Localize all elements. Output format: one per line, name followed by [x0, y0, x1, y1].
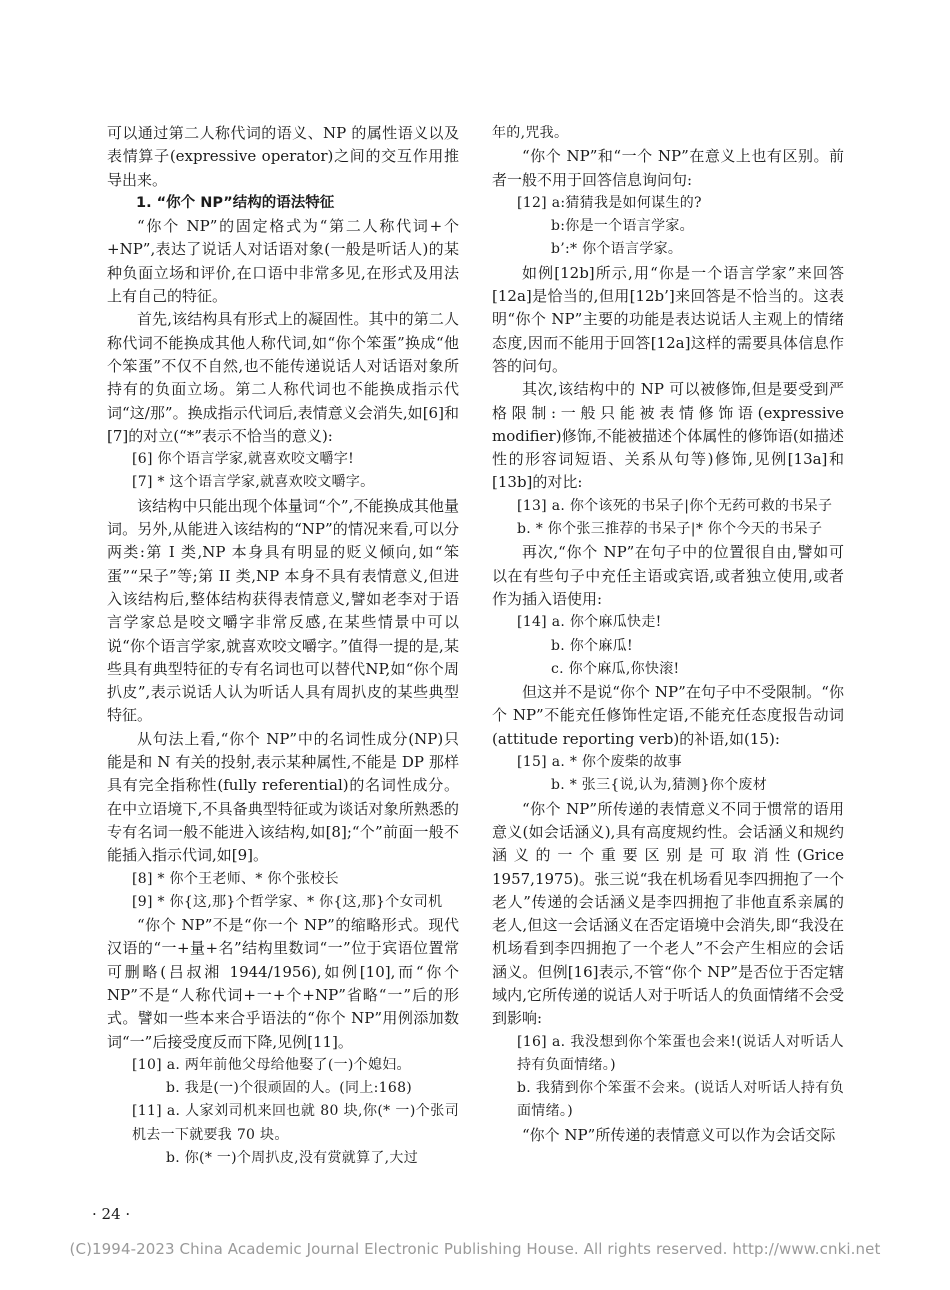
right-paragraph: b:你是一个语言学家。: [551, 218, 694, 235]
left-paragraph: 1. “你个 NP”结构的语法特征: [136, 194, 335, 211]
right-paragraph: 再次,“你个 NP”在句子中的位置很自由,譬如可以在有些句子中充任主语或宾语,或者独立使用,或者作为插入语使用:: [492, 543, 844, 608]
right-paragraph: 年的,咒我。: [492, 125, 569, 141]
left-paragraph: 从句法上看,“你个 NP”中的名词性成分(NP)只能是和 N 有关的投射,表示某种属性,不能是 DP 那样具有完全指称性(fully referential)的名词性成分。在中立语境下,不具备典型特征或为谈话对象所熟悉的专有名词一般不能进入该结构,如[8];“个”前面一般不能插入指示代词,如[9]。: [107, 729, 459, 865]
left-paragraph: “你个 NP”的固定格式为“第二人称代词+个+NP”,表达了说话人对话语对象(一般是听话人)的某种负面立场和评价,在口语中非常多见,在形式及用法上有自己的特征。: [107, 217, 459, 306]
right-paragraph: [15] a. * 你个废柴的故事: [517, 754, 682, 771]
left-column: [107, 122, 459, 1170]
right-paragraph: b. 你个麻瓜!: [551, 637, 633, 654]
left-paragraph: 可以通过第二人称代词的语义、NP 的属性语义以及表情算子(expressive operator)之间的交互作用推导出来。: [107, 124, 459, 189]
left-paragraph: [11] a. 人家刘司机来回也就 80 块,你(* 一)个张司机去一下就要我 70 块。: [132, 1103, 459, 1143]
left-paragraph: [9] * 你{这,那}个哲学家、* 你{这,那}个女司机: [132, 893, 443, 910]
left-paragraph: b. 你(* 一)个周扒皮,没有赏就算了,大过: [166, 1150, 419, 1167]
right-paragraph: [16] a. 我没想到你个笨蛋也会来!(说话人对听话人持有负面情绪。): [517, 1033, 844, 1073]
page-number: · 24 ·: [92, 1205, 131, 1223]
left-paragraph: b. 我是(一)个很顽固的人。(同上:168): [166, 1080, 413, 1097]
right-paragraph: 但这并不是说“你个 NP”在句子中不受限制。“你个 NP”不能充任修饰性定语,不能充任态度报告动词(attitude reporting verb)的补语,如(15):: [492, 683, 844, 748]
left-paragraph: [8] * 你个王老师、* 你个张校长: [132, 870, 339, 887]
right-paragraph: “你个 NP”和“一个 NP”在意义上也有区别。前者一般不用于回答信息询问句:: [492, 147, 844, 189]
right-paragraph: 其次,该结构中的 NP 可以被修饰,但是要受到严格限制:一般只能被表情修饰语(expressive modifier)修饰,不能被描述个体属性的修饰语(如描述性的形容词短语、关系从句等)修饰,见例[13a]和[13b]的对比:: [492, 380, 844, 492]
left-paragraph: [10] a. 两年前他父母给他娶了(一)个媳妇。: [132, 1056, 411, 1073]
right-column: [492, 122, 844, 1147]
right-paragraph: “你个 NP”所传递的表情意义可以作为会话交际: [522, 1125, 836, 1144]
right-paragraph: 如例[12b]所示,用“你是一个语言学家”来回答[12a]是恰当的,但用[12b’]来回答是不恰当的。这表明“你个 NP”主要的功能是表达说话人主观上的情绪态度,因而不能用于回答[12a]这样的需要具体信息作答的问句。: [492, 263, 844, 375]
right-paragraph: b’:* 你个语言学家。: [551, 241, 683, 258]
right-paragraph: b. 我猜到你个笨蛋不会来。(说话人对听话人持有负面情绪。): [517, 1080, 844, 1120]
right-paragraph: c. 你个麻瓜,你快滚!: [551, 660, 680, 677]
right-paragraph: “你个 NP”所传递的表情意义不同于惯常的语用意义(如会话涵义),具有高度规约性。会话涵义和规约涵义的一个重要区别是可取消性(Grice 1957,1975)。张三说“我在机场看见李四拥抱了一个老人”传递的会话涵义是李四拥抱了非他直系亲属的老人,但这一会话涵义在否定语境中会消失,即“我没在机场看到李四拥抱了一个老人”不会产生相应的会话涵义。但例[16]表示,不管“你个 NP”是否位于否定辖域内,它所传递的说话人对于听话人的负面情绪不会受到影响:: [492, 799, 844, 1028]
left-paragraph: “你个 NP”不是“你一个 NP”的缩略形式。现代汉语的“一+量+名”结构里数词“一”位于宾语位置常可删略(吕叔湘 1944/1956),如例[10],而“你个 NP”不是“人称代词+一+个+NP”省略“一”后的形式。譬如一些本来合乎语法的“你个 NP”用例添加数词“一”后接受度反而下降,见例[11]。: [107, 916, 459, 1051]
left-paragraph: 该结构中只能出现个体量词“个”,不能换成其他量词。另外,从能进入该结构的“NP”的情况来看,可以分两类:第 I 类,NP 本身具有明显的贬义倾向,如“笨蛋”“呆子”等;第 II 类,NP 本身不具有表情意义,但进入该结构后,整体结构获得表情意义,譬如老李对于语言学家总是咬文嚼字非常反感,在某些情景中可以说“你个语言学家,就喜欢咬文嚼字。”值得一提的是,某些具有典型特征的专有名词也可以替代NP,如“你个周扒皮”,表示说话人认为听话人具有周扒皮的某些典型特征。: [107, 496, 459, 725]
left-paragraph: [6] 你个语言学家,就喜欢咬文嚼字!: [132, 451, 355, 468]
right-paragraph: b. * 张三{说,认为,猜测}你个废材: [551, 777, 768, 794]
right-paragraph: [12] a:猜猜我是如何谋生的?: [517, 194, 702, 211]
left-paragraph: 首先,该结构具有形式上的凝固性。其中的第二人称代词不能换成其他人称代词,如“你个笨蛋”换成“他个笨蛋”不仅不自然,也不能传递说话人对话语对象所持有的负面立场。第二人称代词也不能换成指示代词“这/那”。换成指示代词后,表情意义会消失,如[6]和[7]的对立(“*”表示不恰当的意义):: [107, 310, 459, 445]
right-paragraph: [14] a. 你个麻瓜快走!: [517, 614, 662, 631]
copyright-footer: (C)1994-2023 China Academic Journal Electronic Publishing House. All rights reserved. http://www.cnki.net: [69, 1240, 881, 1258]
left-paragraph: [7] * 这个语言学家,就喜欢咬文嚼字。: [132, 474, 375, 491]
right-paragraph: b. * 你个张三推荐的书呆子|* 你个今天的书呆子: [517, 521, 823, 538]
right-paragraph: [13] a. 你个该死的书呆子|你个无药可救的书呆子: [517, 497, 833, 514]
